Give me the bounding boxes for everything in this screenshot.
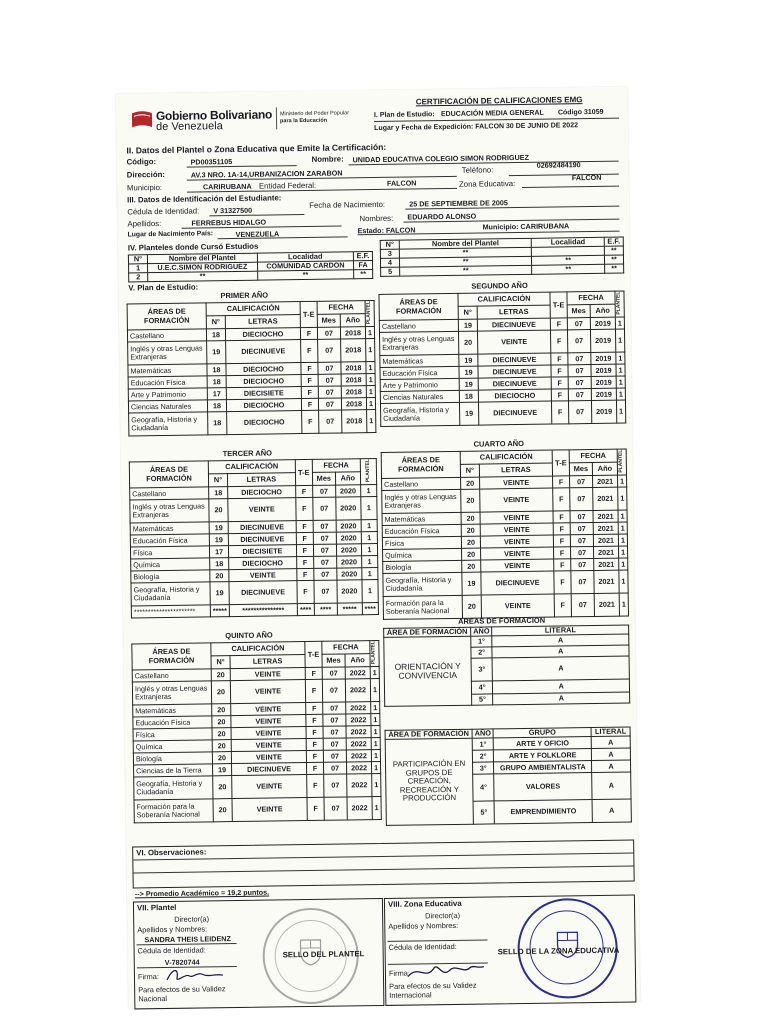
orientacion-label: ORIENTACIÓN Y CONVIVENCIA xyxy=(384,636,472,706)
table-row: 3° GRUPO AMBIENTALISTA A xyxy=(386,760,631,775)
table-row: Formación para la Soberanía Nacional 20 VEINTE F 07 2021 1 xyxy=(383,593,628,619)
table-row: 4° VALORES A xyxy=(386,772,631,802)
table-row: Inglés y otras Lenguas Extranjeras 20 VEINTE F 07 2019 1 xyxy=(380,329,625,355)
table-row: Matemáticas 19 DIECINUEVE F 07 2019 1 xyxy=(380,352,625,367)
school-address-label: Dirección: xyxy=(126,169,165,180)
ministry-line2: para la Educación xyxy=(279,117,328,125)
table-row: Matemáticas 20 VEINTE F 07 2022 1 xyxy=(133,702,380,717)
flag-icon xyxy=(130,109,154,131)
plantel-sign-title: VII. Plantel xyxy=(136,902,177,913)
plantel-id-label: Cédula de Identidad: xyxy=(137,945,206,956)
plan-label: I. Plan de Estudio: xyxy=(373,111,435,120)
table-row: Inglés y otras Lenguas Extranjeras 20 VEINTE F 07 2020 1 xyxy=(130,497,377,523)
table-row: 4 ** ** ** xyxy=(380,255,623,267)
student-last-label: Apellidos: xyxy=(127,218,162,229)
student-muni: Municipio: CARIRUBANA xyxy=(482,221,570,232)
school-code: PD00351105 xyxy=(190,156,233,167)
grades-table: ÁREAS DE FORMACIÓN CALIFICACIÓN T-E FECHA PLANTEL N° LETRAS Mes Año Castellano 19 DIECINUEVE F 07 2019 1 Inglés y otras Lenguas Extranjeras 20 VEINTE F 07 2019 1 Matemáticas 19 DIECINUEVE F 07 2019 1 Educación Física 19 DIECINUEVE F 07 2019 1 Arte y Patrimonio 19 DIECINUEVE F 07 2019 1 Ciencias Naturales 18 DIECIOCHO F 07 2019 1 Geografía, Historia y Ciudadanía 19 DIECINUEVE F 07 2019 1 xyxy=(378,291,626,428)
table-row: Castellano 20 VEINTE F 07 2022 1 xyxy=(132,667,379,682)
table-row: Educación Física 18 DIECIOCHO F 07 2018 1 xyxy=(128,374,375,389)
plan-code: Código 31059 xyxy=(557,108,604,117)
ministry-line1: Ministerio del Poder Popular xyxy=(279,110,350,118)
plantel-role: Director(a) xyxy=(174,914,210,924)
pl-h-name: Nombre del Plantel xyxy=(147,253,257,264)
table-row: Arte y Patrimonio 19 DIECINUEVE F 07 2019 1 xyxy=(380,376,625,391)
table-row: Geografía, Historia y Ciudadanía 19 DIECINUEVE F 07 2020 1 xyxy=(131,580,378,606)
student-first-label: Nombres: xyxy=(359,213,394,224)
plantel-stamp-label: SELLO DEL PLANTEL xyxy=(282,949,365,960)
school-zona-label: Zona Educativa: xyxy=(458,179,516,189)
pl-h-n: N° xyxy=(128,255,147,264)
pl-h-loc: Localidad xyxy=(257,252,353,262)
school-code-label: Código: xyxy=(126,157,157,167)
table-row: Educación Física 20 VEINTE F 07 2021 1 xyxy=(382,522,627,537)
student-section-title: III. Datos de Identificación del Estudiante: xyxy=(127,193,282,205)
table-row: Arte y Patrimonio 17 DIECISIETE F 07 2018 1 xyxy=(128,386,375,401)
school-municipio-label: Municipio: xyxy=(126,182,163,193)
government-logo xyxy=(130,105,280,137)
student-first: EDUARDO ALONSO xyxy=(407,211,477,222)
table-row: Biología 20 VEINTE F 07 2021 1 xyxy=(383,558,628,573)
zona-sign-box xyxy=(384,894,636,1005)
plantel-firma-label: Firma: xyxy=(137,972,159,982)
zona-signature xyxy=(406,960,486,983)
plantel-names: SANDRA THEIS LEIDENZ xyxy=(144,934,231,945)
table-row: 2° A xyxy=(384,645,629,659)
year-title: PRIMER AÑO xyxy=(220,290,269,301)
table-row: Matemáticas 18 DIECIOCHO F 07 2018 1 xyxy=(128,362,375,377)
zona-firma-label: Firma: xyxy=(388,968,410,978)
planteles-section-title: IV. Planteles donde Cursó Estudios xyxy=(127,241,259,253)
year-title: QUINTO AÑO xyxy=(225,630,273,641)
table-row: Geografía, Historia y Ciudadanía 18 DIECIOCHO F 07 2018 1 xyxy=(129,410,376,436)
table-row: Geografía, Historia y Ciudadanía 19 DIECINUEVE F 07 2019 1 xyxy=(380,400,625,426)
zona-names-label: Apellidos y Nombres: xyxy=(388,920,459,931)
place-date: Lugar y Fecha de Expedición: FALCON 30 DE JUNIO DE 2022 xyxy=(374,122,579,133)
table-row: 5 ** ** ** xyxy=(381,264,624,276)
student-birthplace-label: Lugar de Nacimiento País: xyxy=(127,230,214,239)
year-title: TERCER AÑO xyxy=(222,448,273,459)
table-row: 5° A xyxy=(385,692,630,706)
zona-role: Director(a) xyxy=(425,910,461,921)
plantel-signature xyxy=(163,965,233,986)
table-row: Geografía, Historia y Ciudadanía 20 VEINTE F 07 2022 1 xyxy=(134,774,381,800)
participacion-table: ÁREA DE FORMACIÓN AÑO GRUPO LITERAL PARTICIPACIÓN EN GRUPOS DE CREACIÓN, RECREACIÓN Y PRODUCCIÓN 1° ARTE Y OFICIO A 2° ARTE Y FOLKLORE A 3° GRUPO AMBIENTALISTA A 4° VALORES A 5° EMPRENDIMIENTO A xyxy=(385,726,632,826)
school-address: AV.3 NRO. 1A-14,URBANIZACION ZARABON xyxy=(190,168,343,180)
table-row: Inglés y otras Lenguas Extranjeras 19 DIECINUEVE F 07 2018 1 xyxy=(128,339,375,365)
school-zona: FALCON xyxy=(571,172,602,183)
participacion-label: PARTICIPACIÓN EN GRUPOS DE CREACIÓN, RECREACIÓN Y PRODUCCIÓN xyxy=(385,738,473,825)
grades-table: ÁREAS DE FORMACIÓN CALIFICACIÓN T-E FECHA PLANTEL N° LETRAS Mes Año Castellano 20 VEINTE F 07 2022 1 Inglés y otras Lenguas Extranjeras 20 VEINTE F 07 2022 1 Matemáticas 20 VEINTE F 07 2022 1 Educación Física 20 VEINTE F 07 2022 1 Física 20 VEINTE F 07 2022 1 Química 20 VEINTE F 07 2022 1 Biología 20 VEINTE F 07 2022 1 Ciencias de la Tierra 19 DIECINUEVE F 07 2022 1 Geografía, Historia y Ciudadanía 20 VEINTE F 07 2022 1 Formación para la Soberanía Nacional 20 VEINTE F 07 2022 1 xyxy=(131,640,381,824)
table-row: Química 20 VEINTE F 07 2022 1 xyxy=(133,738,380,753)
school-name: UNIDAD EDUCATIVA COLEGIO SIMON RODRIGUEZ xyxy=(352,152,529,165)
year-title: CUARTO AÑO xyxy=(473,438,525,449)
table-row: Castellano 18 DIECIOCHO F 07 2020 1 xyxy=(130,485,377,500)
table-row: Castellano 19 DIECINUEVE F 07 2019 1 xyxy=(379,317,624,332)
plantel-validez: Para efectos de su Validez Nacional xyxy=(138,984,226,1003)
table-row: Inglés y otras Lenguas Extranjeras 20 VEINTE F 07 2021 1 xyxy=(382,487,627,513)
plan-section-title: V. Plan de Estudio: xyxy=(128,282,199,293)
table-row: Educación Física 19 DIECINUEVE F 07 2019 1 xyxy=(380,364,625,379)
table-row: Geografía, Historia y Ciudadanía 19 DIECINUEVE F 07 2021 1 xyxy=(383,570,628,596)
plantel-sign-box xyxy=(133,898,384,1009)
zona-validez: Para efectos de su Validez Internacional xyxy=(389,980,477,1000)
promedio: --> Promedio Académico = 19,2 puntos. xyxy=(134,887,270,899)
school-section-title: II. Datos del Plantel o Zona Educativa que Emite la Certificación: xyxy=(126,141,387,156)
orientacion-table: ÁREA DE FORMACIÓN AÑO LITERAL ORIENTACIÓN Y CONVIVENCIA 1° A 2° A 3° A 4° A 5° A xyxy=(383,625,630,708)
school-municipio: CARIRUBANA xyxy=(202,181,252,192)
table-row: 2 ** ** ** xyxy=(129,270,373,282)
table-row: Matemáticas 20 VEINTE F 07 2021 1 xyxy=(382,510,627,525)
table-row: Biología 20 VEINTE F 07 2020 1 xyxy=(131,568,378,583)
student-birth-label: Fecha de Nacimiento: xyxy=(309,199,386,210)
table-row: ORIENTACIÓN Y CONVIVENCIA 1° A xyxy=(384,634,629,648)
school-entidad-label: Entidad Federal: xyxy=(258,180,317,191)
grades-table: ÁREAS DE FORMACIÓN CALIFICACIÓN T-E FECHA PLANTEL N° LETRAS Mes Año Castellano 18 DIECIOCHO F 07 2018 1 Inglés y otras Lenguas Extranjeras 19 DIECINUEVE F 07 2018 1 Matemáticas 18 DIECIOCHO F 07 2018 1 Educación Física 18 DIECIOCHO F 07 2018 1 Arte y Patrimonio 17 DIECISIETE F 07 2018 1 Ciencias Naturales 18 DIECIOCHO F 07 2018 1 Geografía, Historia y Ciudadanía 18 DIECIOCHO F 07 2018 1 xyxy=(127,300,377,437)
table-row: Matemáticas 19 DIECINUEVE F 07 2020 1 xyxy=(130,520,377,535)
school-phone: 02692484190 xyxy=(536,160,581,170)
student-birth: 25 DE SEPTIEMBRE DE 2005 xyxy=(409,198,508,209)
grades-table: ÁREAS DE FORMACIÓN CALIFICACIÓN T-E FECHA PLANTEL N° LETRAS Mes Año Castellano 20 VEINTE F 07 2021 1 Inglés y otras Lenguas Extranjeras 20 VEINTE F 07 2021 1 Matemáticas 20 VEINTE F 07 2021 1 Educación Física 20 VEINTE F 07 2021 1 Física 20 VEINTE F 07 2021 1 Química 20 VEINTE F 07 2021 1 Biología 20 VEINTE F 07 2021 1 Geografía, Historia y Ciudadanía 19 DIECINUEVE F 07 2021 1 Formación para la Soberanía Nacional 20 VEINTE F 07 2021 1 xyxy=(381,449,629,621)
zona-sign-title: VIII. Zona Educativa xyxy=(387,898,462,909)
table-row: Física 17 DIECISIETE F 07 2020 1 xyxy=(130,544,377,559)
table-row: 3 ** ** xyxy=(380,246,623,258)
table-row: PARTICIPACIÓN EN GRUPOS DE CREACIÓN, RECREACIÓN Y PRODUCCIÓN 1° ARTE Y OFICIO A xyxy=(385,736,630,751)
student-last: FERREBUS HIDALGO xyxy=(191,217,267,228)
table-row: Ciencias de la Tierra 19 DIECINUEVE F 07 2022 1 xyxy=(134,762,381,777)
cert-title: CERTIFICACIÓN DE CALIFICACIONES EMG xyxy=(415,95,583,107)
table-row: Inglés y otras Lenguas Extranjeras 20 VEINTE F 07 2022 1 xyxy=(132,679,379,705)
year-title: SEGUNDO AÑO xyxy=(471,280,528,291)
table-row: 3° A xyxy=(384,656,629,682)
student-state: Estado: FALCON xyxy=(357,225,416,236)
zona-id-label: Cédula de Identidad: xyxy=(388,941,457,952)
student-id: V 31327500 xyxy=(213,205,253,216)
observaciones-title: VI. Observaciones: xyxy=(136,847,207,858)
zona-stamp-label: SELLO DE LA ZONA EDUCATIVA xyxy=(497,945,620,957)
table-row: Física 20 VEINTE F 07 2021 1 xyxy=(382,534,627,549)
plan-value: EDUCACIÓN MEDIA GENERAL xyxy=(440,109,544,119)
table-row: Física 20 VEINTE F 07 2022 1 xyxy=(133,726,380,741)
table-row: Formación para la Soberanía Nacional 20 VEINTE F 07 2022 1 xyxy=(134,797,381,823)
student-birthplace: VENEZUELA xyxy=(235,229,280,239)
gov-line2: de Venezuela xyxy=(156,120,223,134)
table-row: 1 U.E.C.SIMON RODRIGUEZ COMUNIDAD CARDON FA xyxy=(129,261,373,273)
school-phone-label: Teléfono: xyxy=(461,165,494,175)
table-row: ********************** ***** *************** **** **** ***** **** xyxy=(131,603,378,618)
pl-h-ef: E.F. xyxy=(353,252,372,261)
table-row: 4° A xyxy=(384,679,629,695)
table-row: Biología 20 VEINTE F 07 2022 1 xyxy=(133,750,380,765)
certificate-page xyxy=(116,86,641,1008)
gov-line1: Gobierno Bolivariano xyxy=(155,107,273,124)
observaciones-box xyxy=(132,839,635,888)
table-row: Educación Física 19 DIECINUEVE F 07 2020 1 xyxy=(130,532,377,547)
table-row: Química 18 DIECIOCHO F 07 2020 1 xyxy=(131,556,378,571)
table-row: Educación Física 20 VEINTE F 07 2022 1 xyxy=(133,714,380,729)
table-row: Castellano 20 VEINTE F 07 2021 1 xyxy=(382,475,627,490)
school-entidad: FALCON xyxy=(386,178,417,188)
student-id-label: Cédula de Identidad: xyxy=(127,206,200,217)
table-row: Química 20 VEINTE F 07 2021 1 xyxy=(383,546,628,561)
table-row: 2° ARTE Y FOLKLORE A xyxy=(385,748,630,763)
plantel-id: V-7820744 xyxy=(164,957,200,968)
table-row: Ciencias Naturales 18 DIECIOCHO F 07 2018 1 xyxy=(128,398,375,413)
table-row: 5° EMPRENDIMIENTO A xyxy=(386,799,631,825)
grades-table: ÁREAS DE FORMACIÓN CALIFICACIÓN T-E FECHA PLANTEL N° LETRAS Mes Año Castellano 18 DIECIOCHO F 07 2020 1 Inglés y otras Lenguas Extranjeras 20 VEINTE F 07 2020 1 Matemáticas 19 DIECINUEVE F 07 2020 1 Educación Física 19 DIECINUEVE F 07 2020 1 Física 17 DIECISIETE F 07 2020 1 Química 18 DIECIOCHO F 07 2020 1 Biología 20 VEINTE F 07 2020 1 Geografía, Historia y Ciudadanía 19 DIECINUEVE F 07 2020 1 ********************** ***** *************** **** **** ***** **** xyxy=(129,458,379,619)
plantel-names-label: Apellidos y Nombres: xyxy=(137,924,208,935)
school-name-label: Nombre: xyxy=(311,154,344,164)
table-row: Ciencias Naturales 18 DIECIOCHO F 07 2019 1 xyxy=(380,388,625,403)
areas-title: AREAS DE FORMACION xyxy=(457,615,546,626)
planteles-table-left xyxy=(128,251,373,282)
table-row: Castellano 18 DIECIOCHO F 07 2018 1 xyxy=(127,327,374,342)
planteles-table-right: N° Nombre del Plantel Localidad E.F. 3 ** ** 4 ** ** ** 5 ** ** ** xyxy=(380,237,624,277)
